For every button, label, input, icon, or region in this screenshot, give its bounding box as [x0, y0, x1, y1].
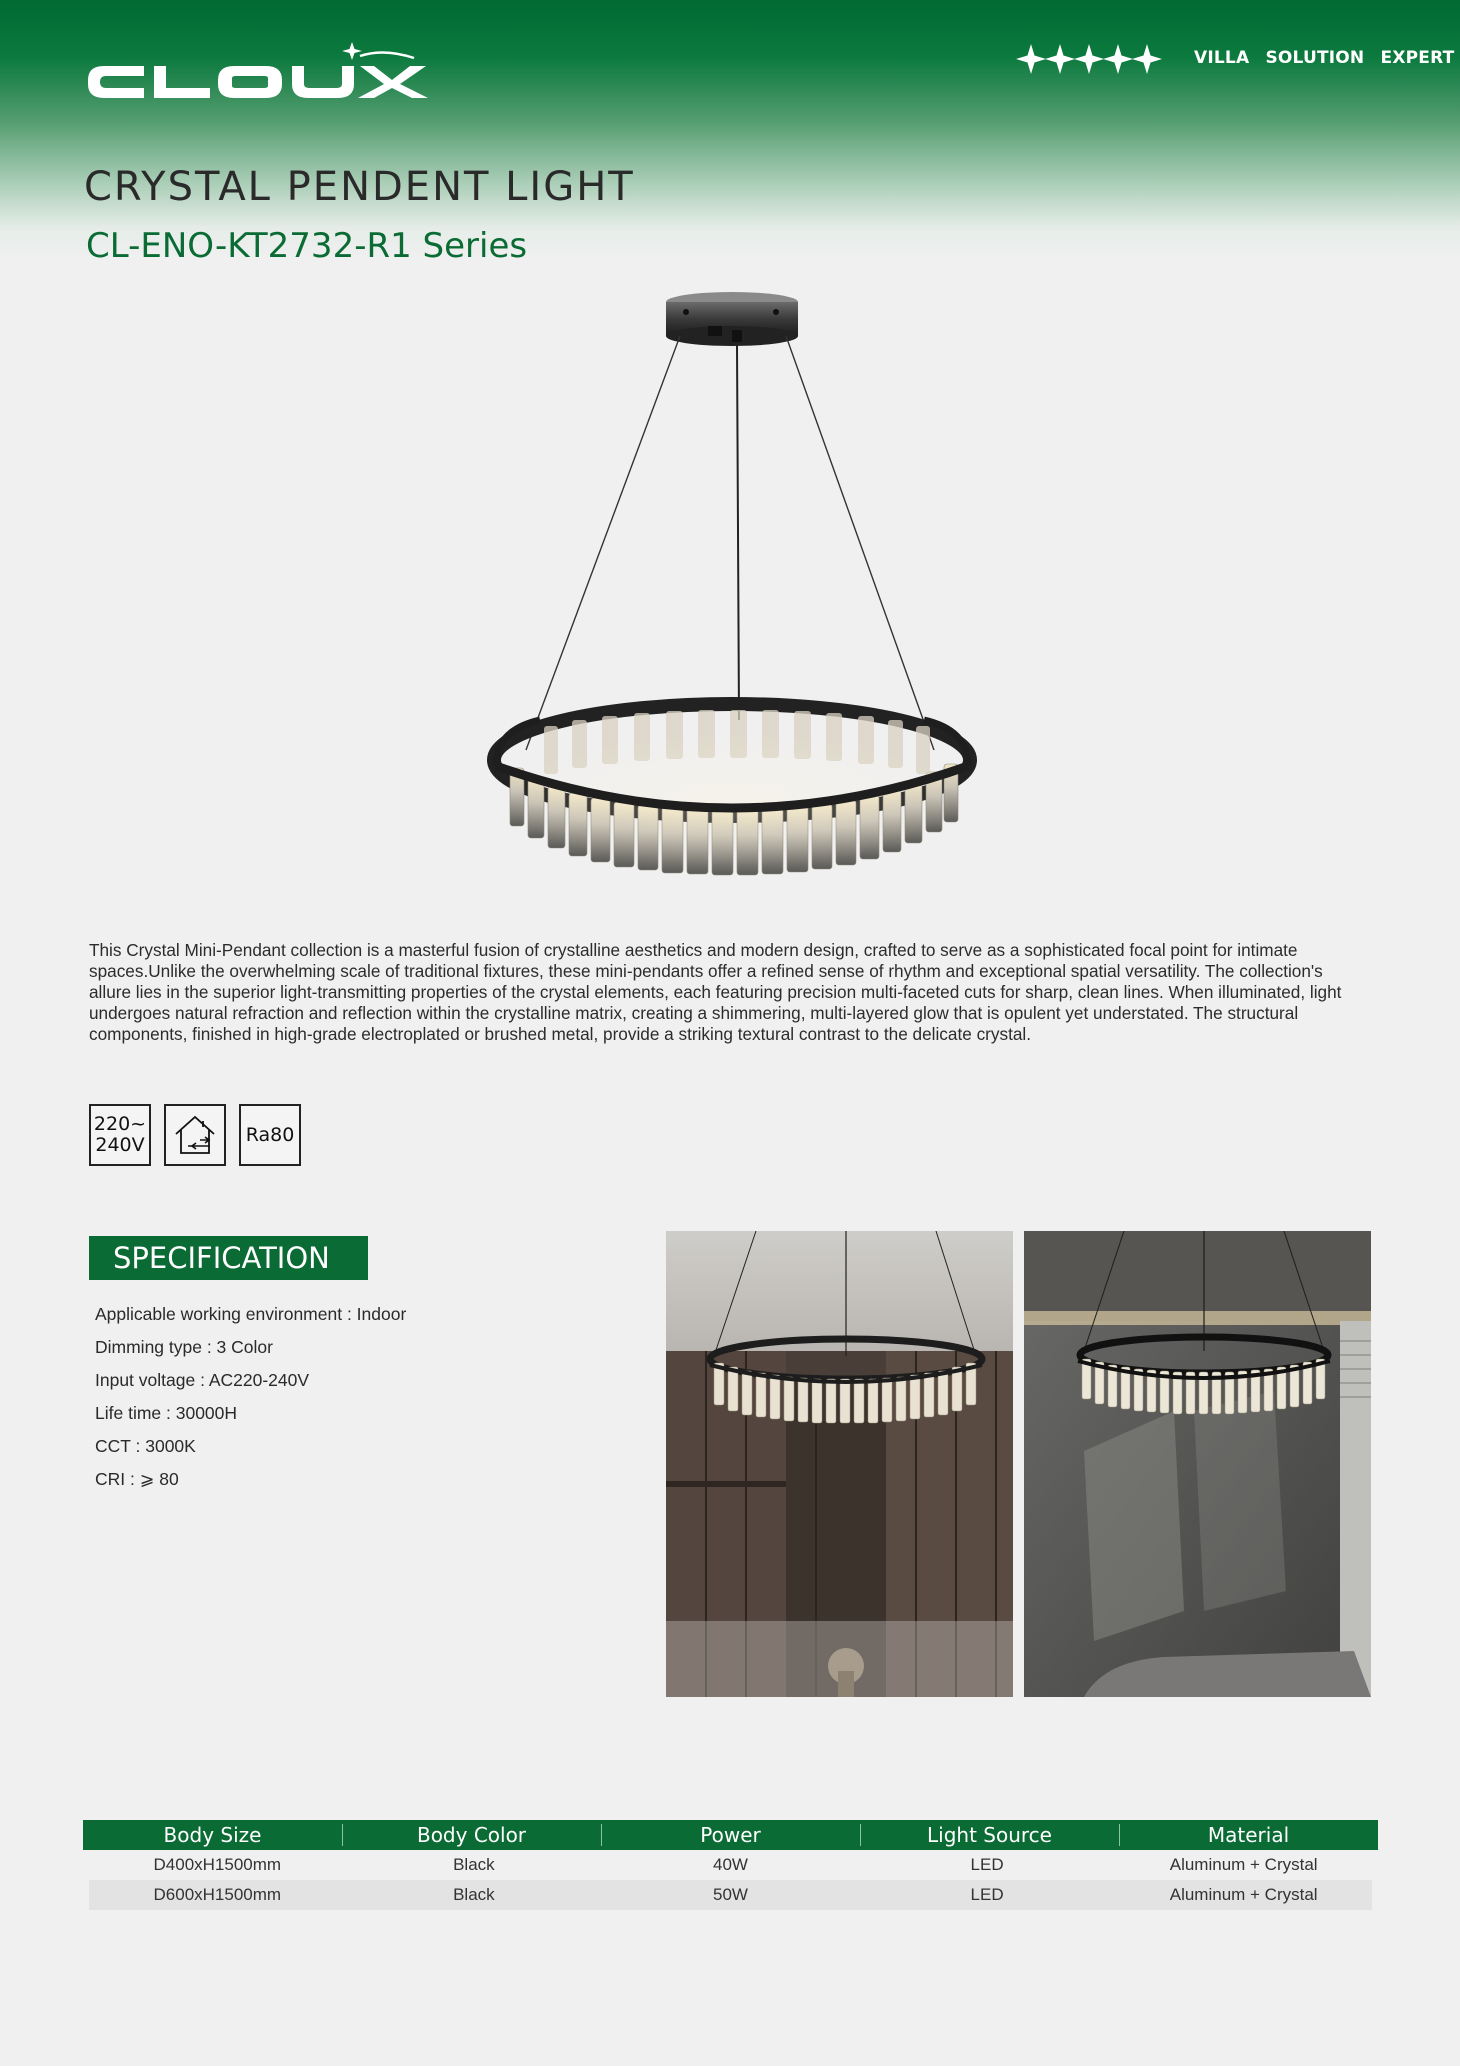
column-header-power: Power	[601, 1820, 860, 1850]
table-row	[89, 1880, 1372, 1910]
column-header-light-source: Light Source	[860, 1820, 1119, 1850]
spec-item-cri: CRI : ⩾ 80	[95, 1469, 179, 1489]
spec-item-dimming: Dimming type : 3 Color	[95, 1337, 273, 1357]
table-cell: 50W	[713, 1885, 748, 1904]
table-cell: Aluminum + Crystal	[1169, 1885, 1318, 1904]
table-cell: D400xH1500mm	[153, 1855, 282, 1874]
brand-logo	[84, 40, 436, 104]
voltage-line-1: 220~	[93, 1113, 147, 1135]
interior-photo-dining	[666, 1231, 1013, 1697]
product-title: CRYSTAL PENDENT LIGHT	[84, 164, 635, 210]
interior-photo-living	[1024, 1231, 1371, 1697]
spec-item-lifetime: Life time : 30000H	[95, 1403, 238, 1423]
table-cell: Black	[453, 1885, 495, 1904]
column-header-body-color: Body Color	[342, 1820, 601, 1850]
table-cell: LED	[970, 1855, 1004, 1874]
specification-heading: SPECIFICATION	[89, 1236, 368, 1280]
spec-item-cct: CCT : 3000K	[95, 1436, 196, 1456]
product-series: CL-ENO-KT2732-R1 Series	[86, 226, 528, 266]
brand-tagline	[1194, 48, 1454, 68]
product-variants-table	[83, 1820, 1378, 1910]
product-hero-image	[480, 290, 980, 910]
voltage-line-2: 240V	[95, 1134, 145, 1156]
voltage-badge	[89, 1104, 151, 1166]
indoor-house-icon	[164, 1104, 226, 1166]
cri-badge	[239, 1104, 301, 1166]
table-cell: Aluminum + Crystal	[1169, 1855, 1318, 1874]
tagline-word: EXPERT	[1380, 48, 1455, 68]
product-description: This Crystal Mini-Pendant collection is a masterful fusion of crystalline aesthetics and modern design, crafted to serve as a sophisticated focal point for intimate spaces.Unlike the overwhelming scale of traditional fixtures, these mini-pendants offer a refined sense of rhythm and exceptional spatial versatility. The collection's allure lies in the superior light-transmitting properties of the crystal elements, each featuring precision multi-faceted cuts for sharp, clean lines. When illuminated, light undergoes natural refraction and reflection within the crystalline matrix, creating a shimmering, multi-layered glow that is opulent yet understated. The structural components, finished in high-grade electroplated or brushed metal, provide a striking textural contrast to the delicate crystal.	[89, 940, 1342, 1044]
spec-item-voltage: Input voltage : AC220-240V	[95, 1370, 310, 1390]
table-cell: Black	[453, 1855, 495, 1874]
cri-badge-label: Ra80	[245, 1123, 295, 1146]
tagline-word: SOLUTION	[1265, 48, 1365, 68]
column-header-material: Material	[1119, 1820, 1378, 1850]
rating-stars-icon	[1016, 40, 1162, 78]
specification-list	[95, 1302, 655, 1500]
spec-item-environment: Applicable working environment : Indoor	[95, 1304, 407, 1324]
table-header	[83, 1820, 1378, 1850]
table-cell: D600xH1500mm	[153, 1885, 282, 1904]
tagline-word: VILLA	[1194, 48, 1250, 68]
table-cell: LED	[970, 1885, 1004, 1904]
table-row	[89, 1850, 1372, 1880]
feature-badges	[89, 1104, 301, 1166]
header-background	[0, 0, 1460, 260]
column-header-body-size: Body Size	[163, 1823, 262, 1847]
table-cell: 40W	[713, 1855, 748, 1874]
